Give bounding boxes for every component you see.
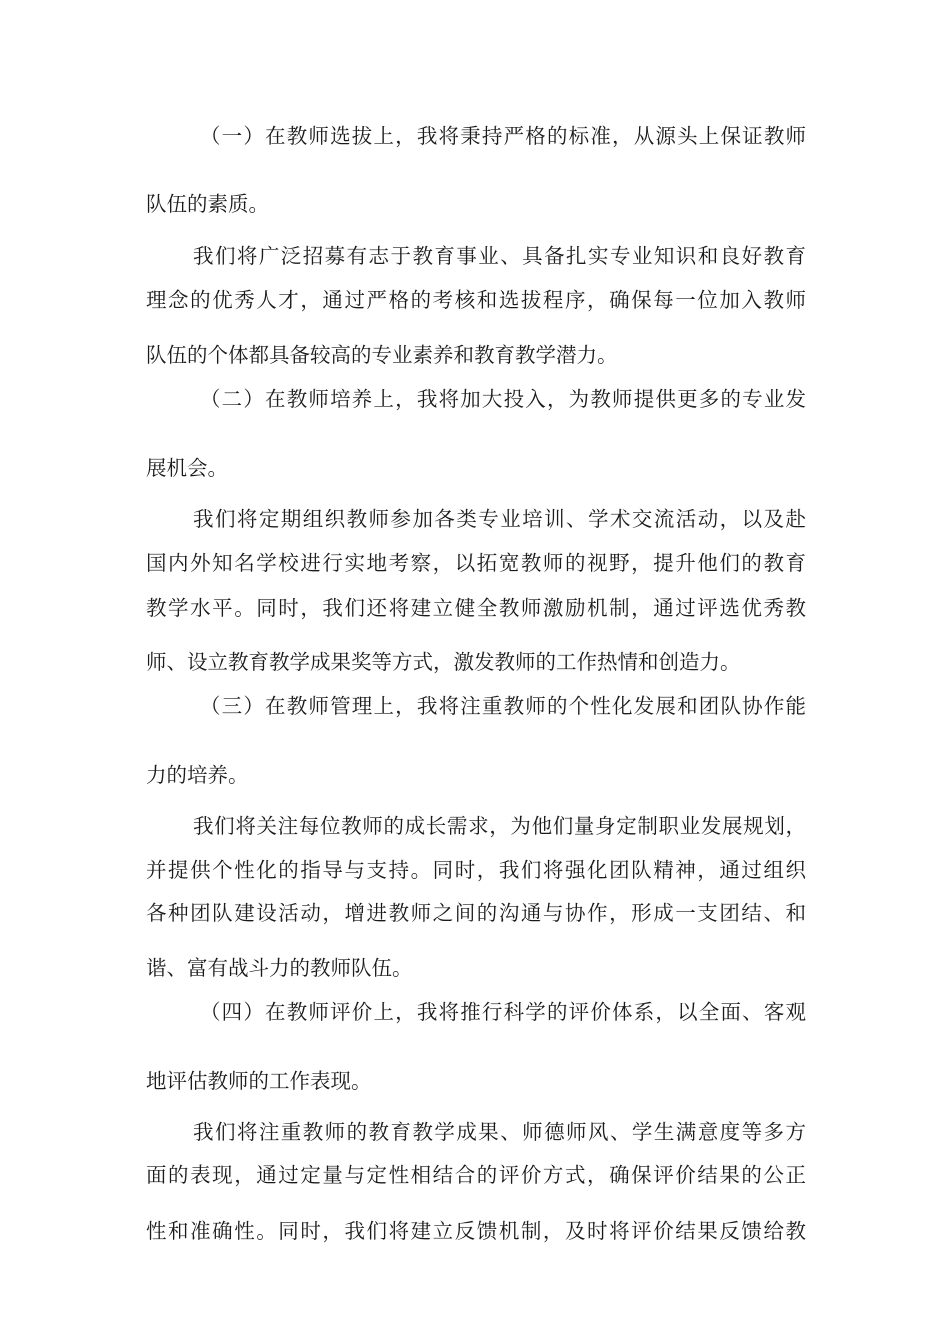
paragraph-line: 理念的优秀人才，通过严格的考核和选拔程序，确保每一位加入教师 [146,288,806,312]
paragraph-line: 师、设立教育教学成果奖等方式，激发教师的工作热情和创造力。 [146,650,741,674]
paragraph-line: 地评估教师的工作表现。 [146,1069,372,1093]
paragraph-line: 我们将注重教师的教育教学成果、师德师风、学生满意度等多方 [193,1120,806,1144]
paragraph-line: 谐、富有战斗力的教师队伍。 [146,956,413,980]
section-heading-2: （二）在教师培养上，我将加大投入，为教师提供更多的专业发 [200,387,806,411]
paragraph-line: 性和准确性。同时，我们将建立反馈机制，及时将评价结果反馈给教 [146,1219,806,1243]
paragraph-line: 并提供个性化的指导与支持。同时，我们将强化团队精神，通过组织 [146,858,806,882]
paragraph-line: 队伍的素质。 [146,192,269,216]
paragraph-line: 我们将定期组织教师参加各类专业培训、学术交流活动，以及赴 [193,507,806,531]
section-heading-1: （一）在教师选拔上，我将秉持严格的标准，从源头上保证教师 [200,124,806,148]
paragraph-line: 国内外知名学校进行实地考察，以拓宽教师的视野，提升他们的教育 [146,551,806,575]
paragraph-line: 我们将关注每位教师的成长需求，为他们量身定制职业发展规划， [193,814,806,838]
section-heading-3: （三）在教师管理上，我将注重教师的个性化发展和团队协作能 [200,694,806,718]
section-heading-4: （四）在教师评价上，我将推行科学的评价体系，以全面、客观 [200,1000,806,1024]
paragraph-line: 各种团队建设活动，增进教师之间的沟通与协作，形成一支团结、和 [146,901,806,925]
paragraph-line: 教学水平。同时，我们还将建立健全教师激励机制，通过评选优秀教 [146,596,806,620]
paragraph-line: 力的培养。 [146,763,249,787]
paragraph-line: 面的表现，通过定量与定性相结合的评价方式，确保评价结果的公正 [146,1163,806,1187]
paragraph-line: 展机会。 [146,456,228,480]
paragraph-line: 队伍的个体都具备较高的专业素养和教育教学潜力。 [146,343,618,367]
paragraph-line: 我们将广泛招募有志于教育事业、具备扎实专业知识和良好教育 [193,244,806,268]
